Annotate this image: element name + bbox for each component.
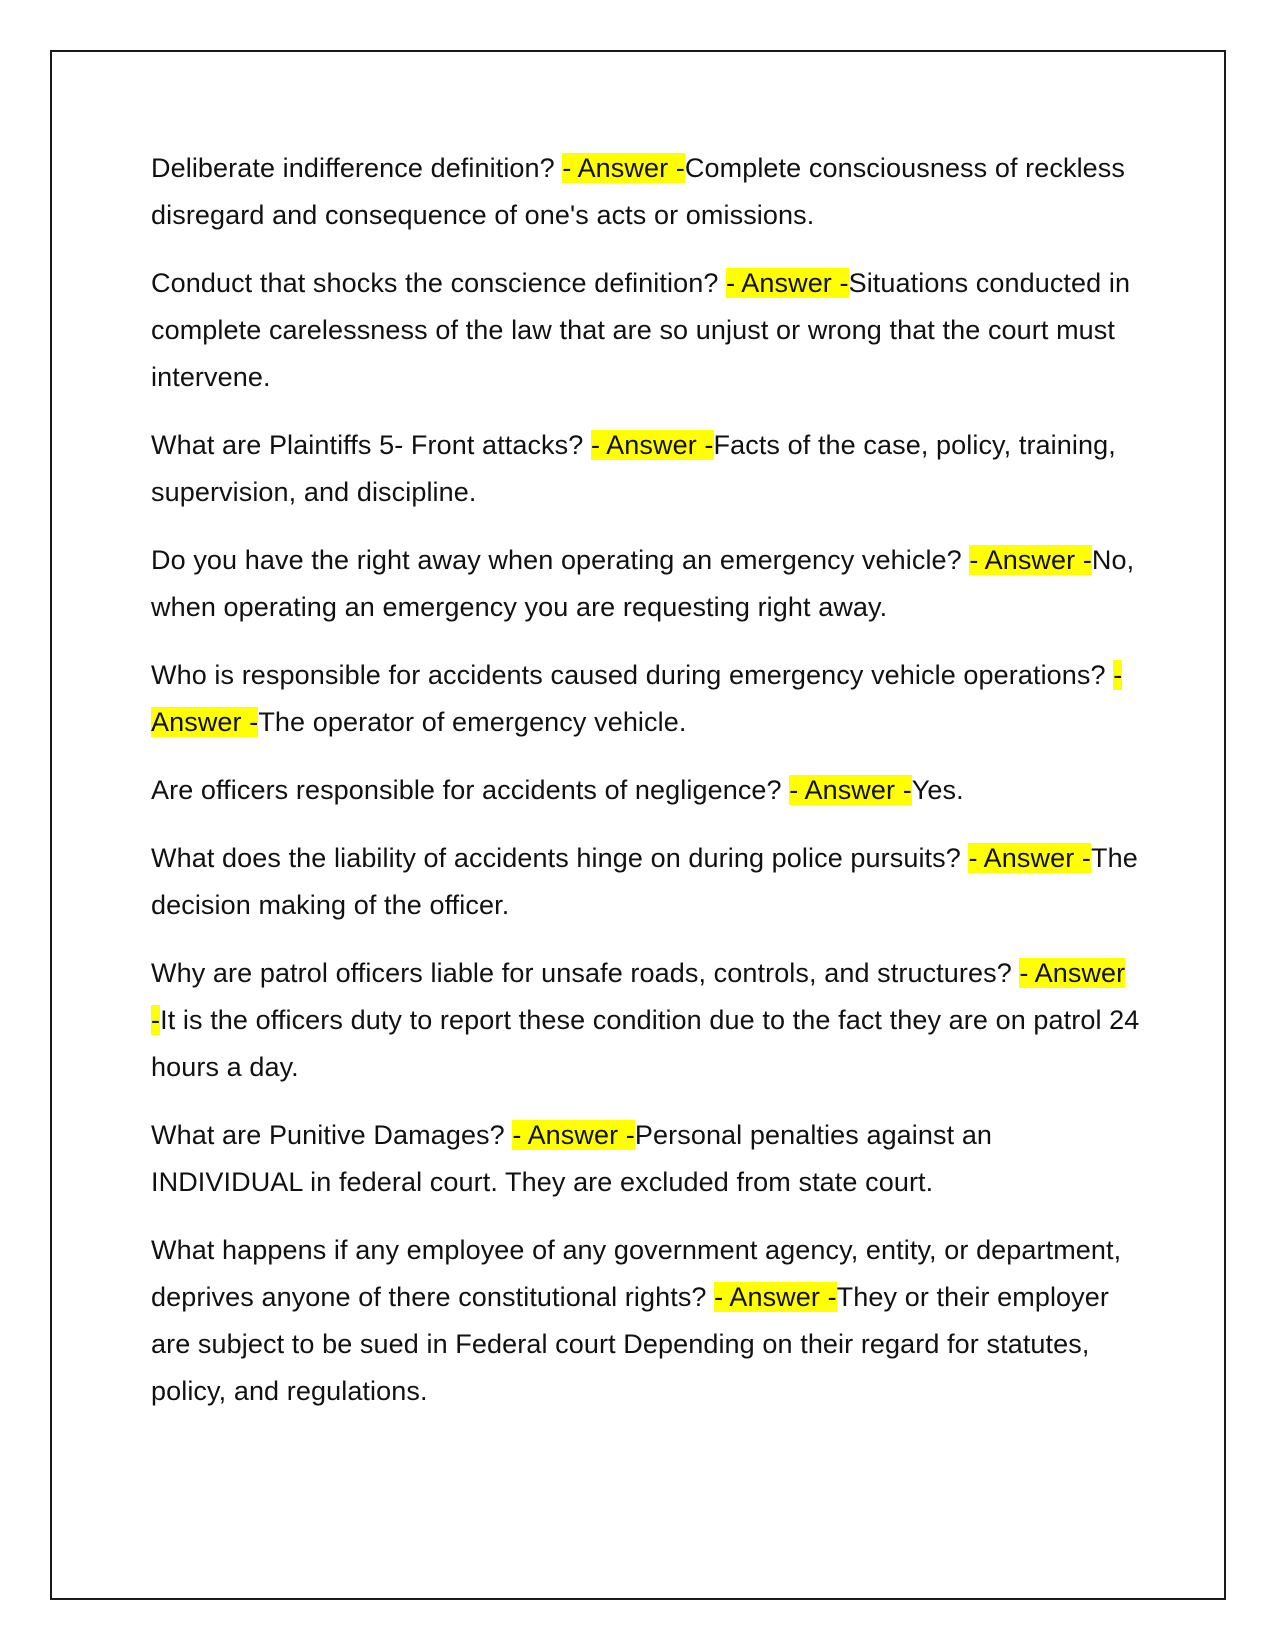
answer-marker: - Answer - <box>969 545 1092 575</box>
answer-text: Complete consciousness of reckless disregard and consequence of one's acts or omissions. <box>151 153 1125 230</box>
qa-item <box>151 835 1141 929</box>
question-text: Deliberate indifference definition? <box>151 153 563 183</box>
question-text: Are officers responsible for accidents of negligence? <box>151 775 790 805</box>
question-text: What does the liability of accidents hinge on during police pursuits? <box>151 843 969 873</box>
answer-text: Facts of the case, policy, training, supervision, and discipline. <box>151 430 1116 507</box>
qa-item <box>151 767 1141 814</box>
answer-marker: - Answer - <box>726 268 849 298</box>
qa-item <box>151 652 1141 746</box>
question-text: What are Plaintiffs 5- Front attacks? <box>151 430 591 460</box>
question-text: Conduct that shocks the conscience definition? <box>151 268 727 298</box>
answer-marker: - Answer - <box>151 958 1126 1035</box>
question-text: What are Punitive Damages? <box>151 1120 513 1150</box>
answer-text: They or their employer are subject to be sued in Federal court Depending on their regard for statutes, policy, and regulations. <box>151 1282 1109 1406</box>
answer-marker: - Answer - <box>562 153 685 183</box>
answer-marker: - Answer - <box>590 430 714 460</box>
answer-text: No, when operating an emergency you are requesting right away. <box>151 545 1135 622</box>
answer-text: Personal penalties against an INDIVIDUAL in federal court. They are excluded from state court. <box>151 1120 993 1197</box>
question-text: Who is responsible for accidents caused during emergency vehicle operations? <box>151 660 1114 690</box>
answer-marker: - Answer - <box>512 1120 635 1150</box>
qa-item <box>151 537 1141 631</box>
answer-text: It is the officers duty to report these condition due to the fact they are on patrol 24 hours a day. <box>151 1005 1140 1082</box>
answer-text: Situations conducted in complete carelessness of the law that are so unjust or wrong that the court must intervene. <box>151 268 1131 392</box>
question-text: What happens if any employee of any government agency, entity, or department, deprives anyone of there constitutional rights? <box>151 1235 1122 1312</box>
answer-marker: - Answer - <box>714 1282 837 1312</box>
document-body <box>151 145 1141 1436</box>
qa-item <box>151 260 1141 401</box>
answer-text: The decision making of the officer. <box>151 843 1138 920</box>
qa-item <box>151 145 1141 239</box>
qa-item <box>151 1112 1141 1206</box>
answer-marker: - Answer - <box>151 660 1123 737</box>
qa-item <box>151 422 1141 516</box>
question-text: Do you have the right away when operating an emergency vehicle? <box>151 545 970 575</box>
answer-marker: - Answer - <box>789 775 912 805</box>
answer-text: Yes. <box>911 775 964 805</box>
qa-item <box>151 950 1141 1091</box>
answer-text: The operator of emergency vehicle. <box>258 707 687 737</box>
question-text: Why are patrol officers liable for unsafe roads, controls, and structures? <box>151 958 1020 988</box>
qa-item <box>151 1227 1141 1415</box>
answer-marker: - Answer - <box>968 843 1092 873</box>
